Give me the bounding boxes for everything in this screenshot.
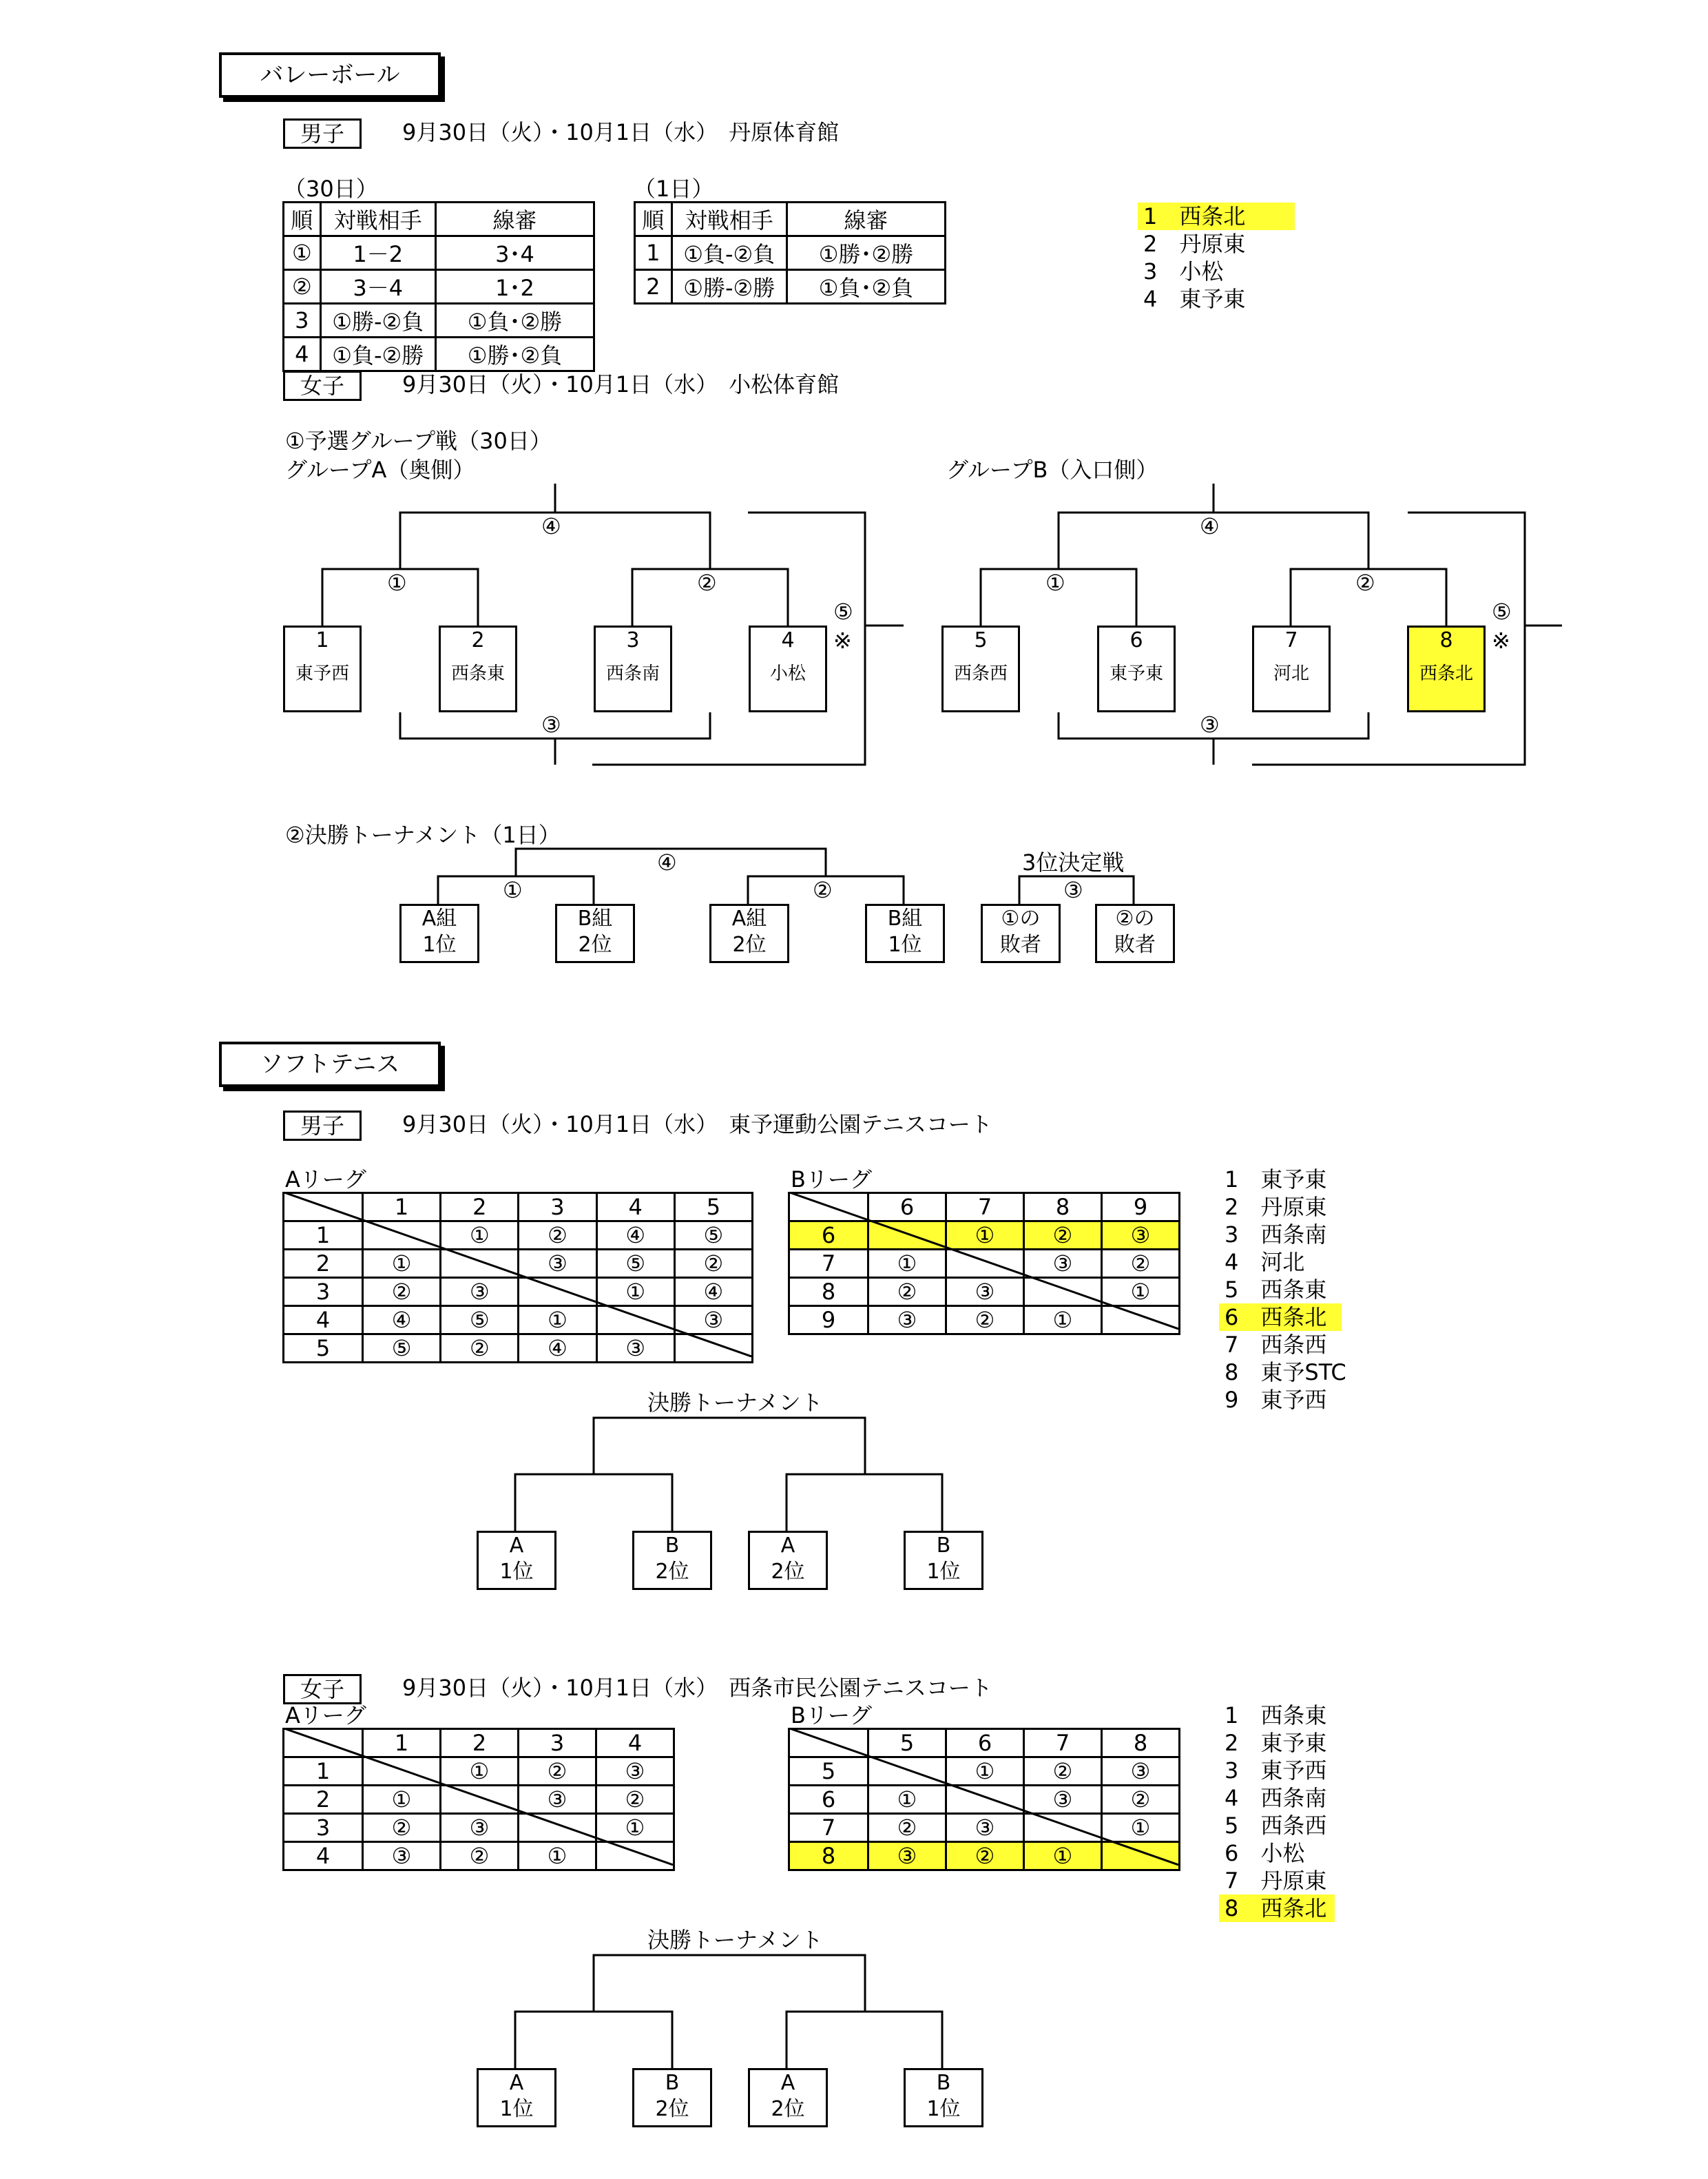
vb-boys-day1-caption: （1日）	[634, 176, 714, 202]
match-mark-5: ⑤	[1492, 599, 1512, 625]
box-line: 1位	[499, 2097, 534, 2121]
team-name: 西条東	[450, 663, 505, 684]
st-girls-leagueB-label: Bリーグ	[791, 1702, 872, 1728]
cell: ⑤	[674, 1221, 752, 1250]
match-mark-2: ②	[697, 570, 717, 596]
cell: ②	[519, 1757, 596, 1786]
cell: ①	[441, 1757, 519, 1786]
st-boys-team	[1219, 1331, 1326, 1359]
rank: 2	[1225, 1730, 1239, 1756]
team-name: 東予西	[1260, 1387, 1327, 1413]
cell: ①勝-②負	[320, 304, 435, 338]
cell: ③	[363, 1842, 441, 1870]
team-name: 東予西	[1260, 1757, 1327, 1784]
match-mark-4: ④	[541, 513, 561, 539]
st-boys-team	[1219, 1221, 1326, 1248]
box-line: 2位	[732, 933, 767, 957]
header-cell: 対戦相手	[671, 203, 787, 236]
cell: ②	[596, 1786, 674, 1814]
box-line: B	[936, 2071, 951, 2095]
cell: ②	[284, 270, 321, 304]
box-line: A	[780, 2071, 795, 2095]
rank: 4	[1143, 286, 1158, 312]
cell: ⑤	[596, 1250, 674, 1278]
header-cell: 線審	[787, 203, 945, 236]
cell: ①負-②負	[671, 236, 787, 270]
team-name: 東予東	[1109, 663, 1163, 684]
cell: ③	[868, 1306, 946, 1334]
team-name: 西条南	[605, 663, 660, 684]
col-header: 1	[363, 1193, 441, 1221]
final-box	[748, 2068, 828, 2127]
cell: 2	[284, 1786, 363, 1814]
cell: ①	[946, 1757, 1024, 1786]
cell: ②	[519, 1221, 596, 1250]
col-header: 1	[363, 1729, 441, 1757]
team-box	[1097, 626, 1176, 712]
cell: ②	[441, 1842, 519, 1870]
vb-girls-final-label: ②決勝トーナメント（1日）	[285, 822, 561, 848]
team-number: 5	[974, 628, 988, 652]
vb-girls-info: 9月30日（火）・10月1日（水） 小松体育館	[402, 371, 840, 397]
cell: ②	[1024, 1221, 1102, 1250]
team-name: 丹原東	[1260, 1868, 1327, 1894]
cell: 3	[284, 1278, 363, 1306]
vb-boys-info: 9月30日（火）・10月1日（水） 丹原体育館	[402, 119, 840, 145]
rank: 2	[1225, 1194, 1239, 1220]
cell: ①勝･②勝	[787, 236, 945, 270]
cell: ①	[284, 236, 321, 270]
match-mark-5: ⑤	[833, 599, 853, 625]
cell: ③	[674, 1306, 752, 1334]
cell: ②	[946, 1306, 1024, 1334]
team-box	[1252, 626, 1331, 712]
box-line: B	[665, 1533, 680, 1558]
box-line: ②の	[1115, 907, 1155, 931]
box-line: A	[509, 1533, 524, 1558]
cell: ①負･②勝	[435, 304, 594, 338]
st-girls-info: 9月30日（火）・10月1日（水） 西条市民公園テニスコート	[402, 1675, 992, 1701]
vb-girls-prelim-label: ①予選グループ戦（30日）	[285, 428, 552, 454]
box-line: 2位	[655, 1560, 689, 1584]
cell: ①勝-②勝	[671, 270, 787, 304]
box-line: 2位	[578, 933, 612, 957]
final-box	[477, 2068, 556, 2127]
st-girls-team	[1219, 1757, 1326, 1784]
col-header: 4	[596, 1729, 674, 1757]
cell: ③	[1102, 1757, 1180, 1786]
cell: 4	[284, 338, 321, 371]
rank: 7	[1225, 1332, 1239, 1358]
cell: ②	[363, 1814, 441, 1842]
team-name: 西条西	[1260, 1332, 1327, 1358]
cell: ①負･②負	[787, 270, 945, 304]
cell: ①	[596, 1278, 674, 1306]
cell: ①	[1102, 1278, 1180, 1306]
team-name: 西条東	[1260, 1277, 1327, 1303]
softtennis-section-title: ソフトテニス	[219, 1042, 441, 1087]
vb-girls-tag: 女子	[283, 371, 362, 401]
cell: ⑤	[363, 1334, 441, 1363]
box-line: 2位	[771, 1560, 805, 1584]
st-boys-leagueB-label: Bリーグ	[791, 1166, 872, 1192]
note-mark: ※	[833, 628, 852, 654]
cell: ②	[363, 1278, 441, 1306]
team-name: 東予西	[295, 663, 349, 684]
box-line: 敗者	[1000, 933, 1041, 957]
st-boys-info: 9月30日（火）・10月1日（水） 東予運動公園テニスコート	[402, 1111, 992, 1137]
match-mark-2: ②	[1355, 570, 1375, 596]
cell: 1	[284, 1757, 363, 1786]
box-line: 1位	[499, 1560, 534, 1584]
rank: 6	[1225, 1840, 1239, 1866]
team-name: 小松	[769, 663, 806, 684]
cell: ③	[946, 1278, 1024, 1306]
st-boys-leagueB	[788, 1192, 1180, 1333]
st-girls-leagueA	[282, 1728, 675, 1869]
team-box	[283, 626, 362, 712]
cell: 1	[284, 1221, 363, 1250]
cell: ①勝･②負	[435, 338, 594, 371]
team-name: 丹原東	[1179, 231, 1246, 257]
rank: 8	[1225, 1359, 1239, 1385]
box-line: A	[780, 1533, 795, 1558]
rank: 4	[1225, 1785, 1239, 1811]
box-line: 2位	[655, 2097, 689, 2121]
st-girls-leagueA-label: Aリーグ	[285, 1702, 366, 1728]
st-boys-final-label: 決勝トーナメント	[647, 1390, 823, 1416]
st-girls-team	[1219, 1702, 1326, 1729]
vb-girls-groupB-label: グループB（入口側）	[946, 457, 1158, 483]
st-girls-leagueB	[788, 1728, 1180, 1869]
diagonal-line	[788, 1192, 1180, 1330]
cell: 6	[789, 1221, 868, 1250]
col-header: 7	[1024, 1729, 1102, 1757]
rank: 8	[1225, 1895, 1239, 1921]
cell: ③	[519, 1250, 596, 1278]
team-name: 西条北	[1419, 663, 1473, 684]
cell: ③	[441, 1814, 519, 1842]
team-name: 河北	[1273, 663, 1309, 684]
cell: ①	[441, 1221, 519, 1250]
st-girls-team	[1219, 1867, 1326, 1894]
col-header: 3	[519, 1193, 596, 1221]
cell: ④	[519, 1334, 596, 1363]
note-mark: ※	[1492, 628, 1510, 654]
cell: ①	[868, 1786, 946, 1814]
cell: ③	[441, 1278, 519, 1306]
third-place-box	[981, 904, 1061, 963]
cell: ②	[1102, 1786, 1180, 1814]
team-number: 3	[626, 628, 640, 652]
team-name: 東予東	[1179, 286, 1246, 312]
cell: ①	[519, 1306, 596, 1334]
rank: 4	[1225, 1249, 1239, 1275]
team-box	[594, 626, 672, 712]
cell: ④	[596, 1221, 674, 1250]
team-name: 西条東	[1260, 1702, 1327, 1728]
cell: 2	[284, 1250, 363, 1278]
vb-boys-tag: 男子	[283, 118, 362, 149]
cell: 5	[789, 1757, 868, 1786]
col-header: 4	[596, 1193, 674, 1221]
st-boys-team	[1219, 1359, 1346, 1386]
header-cell: 順	[284, 203, 321, 236]
cell: 1－2	[320, 236, 435, 270]
box-line: 1位	[888, 933, 922, 957]
cell: 8	[789, 1278, 868, 1306]
team-name: 東予東	[1260, 1166, 1327, 1192]
box-line: A組	[731, 907, 767, 931]
match-mark-4: ④	[657, 849, 677, 876]
cell: ②	[946, 1842, 1024, 1870]
cell: 3	[284, 1814, 363, 1842]
team-name: 東予東	[1260, 1730, 1327, 1756]
box-line: B	[936, 1533, 951, 1558]
cell: ③	[519, 1786, 596, 1814]
cell: ③	[946, 1814, 1024, 1842]
cell: 1･2	[435, 270, 594, 304]
rank: 1	[1225, 1166, 1239, 1192]
cell: ③	[596, 1334, 674, 1363]
cell: 7	[789, 1250, 868, 1278]
final-box	[904, 2068, 983, 2127]
cell: ③	[1102, 1221, 1180, 1250]
st-boys-team	[1219, 1193, 1326, 1221]
final-box	[477, 1531, 556, 1590]
cell: ①	[1024, 1842, 1102, 1870]
match-mark-2: ②	[813, 877, 833, 903]
cell: ①	[519, 1842, 596, 1870]
col-header: 7	[946, 1193, 1024, 1221]
cell: 9	[789, 1306, 868, 1334]
team-name: 西条北	[1260, 1304, 1327, 1330]
cell: ④	[674, 1278, 752, 1306]
cell: ②	[868, 1278, 946, 1306]
cell: ④	[363, 1306, 441, 1334]
final-box	[555, 904, 635, 963]
team-name: 東予STC	[1260, 1359, 1346, 1385]
diagonal-line	[282, 1192, 753, 1357]
cell: ①	[1024, 1306, 1102, 1334]
third-place-box	[1095, 904, 1175, 963]
match-mark-3: ③	[1200, 712, 1220, 738]
team-box	[749, 626, 827, 712]
cell: 3･4	[435, 236, 594, 270]
match-mark-1: ①	[1045, 570, 1065, 596]
cell: 4	[284, 1306, 363, 1334]
cell: 5	[284, 1334, 363, 1363]
match-mark-3: ③	[1063, 877, 1083, 903]
diagonal-line	[788, 1728, 1180, 1866]
team-name: 西条北	[1179, 203, 1246, 229]
col-header: 5	[674, 1193, 752, 1221]
cell: 4	[284, 1842, 363, 1870]
final-box	[632, 2068, 712, 2127]
box-line: B組	[577, 907, 613, 931]
col-header: 2	[441, 1193, 519, 1221]
final-box	[399, 904, 479, 963]
cell: ②	[1024, 1757, 1102, 1786]
col-header: 2	[441, 1729, 519, 1757]
col-header: 8	[1102, 1729, 1180, 1757]
st-boys-team-highlighted	[1219, 1303, 1342, 1331]
st-boys-team	[1219, 1386, 1326, 1414]
cell: ①	[363, 1250, 441, 1278]
rank: 5	[1225, 1813, 1239, 1839]
team-name: 小松	[1179, 258, 1224, 285]
st-boys-team	[1219, 1166, 1326, 1193]
team-name: 小松	[1260, 1840, 1305, 1866]
match-mark-1: ①	[503, 877, 523, 903]
rank: 3	[1143, 258, 1158, 285]
cell: 2	[635, 270, 672, 304]
team-number: 4	[781, 628, 795, 652]
cell: ③	[1024, 1786, 1102, 1814]
cell: 8	[789, 1842, 868, 1870]
header-cell: 線審	[435, 203, 594, 236]
team-number: 6	[1129, 628, 1143, 652]
st-girls-final-label: 決勝トーナメント	[647, 1927, 823, 1953]
vb-boys-day30-caption: （30日）	[284, 176, 378, 202]
st-boys-team	[1219, 1276, 1326, 1303]
rank: 3	[1225, 1221, 1239, 1248]
box-line: B組	[887, 907, 923, 931]
box-line: A	[509, 2071, 524, 2095]
rank: 3	[1225, 1757, 1239, 1784]
st-girls-team	[1219, 1812, 1326, 1839]
cell: 6	[789, 1786, 868, 1814]
box-line: ①の	[1001, 907, 1041, 931]
box-line: A組	[421, 907, 457, 931]
team-number: 8	[1439, 628, 1453, 652]
vb-girls-groupA-label: グループA（奥側）	[285, 457, 475, 483]
st-girls-team-highlighted	[1219, 1894, 1335, 1922]
team-box	[941, 626, 1020, 712]
team-name: 西条西	[953, 663, 1008, 684]
rank: 5	[1225, 1277, 1239, 1303]
match-mark-4: ④	[1200, 513, 1220, 539]
rank: 7	[1225, 1868, 1239, 1894]
cell: 1	[635, 236, 672, 270]
col-header: 9	[1102, 1193, 1180, 1221]
diagonal-line	[282, 1728, 675, 1866]
col-header: 6	[868, 1193, 946, 1221]
cell: ②	[441, 1334, 519, 1363]
rank: 1	[1225, 1702, 1239, 1728]
st-girls-tag: 女子	[283, 1674, 362, 1704]
team-name: 西条南	[1260, 1221, 1327, 1248]
team-name: 西条南	[1260, 1785, 1327, 1811]
cell: ①	[1102, 1814, 1180, 1842]
team-box	[439, 626, 517, 712]
col-header: 6	[946, 1729, 1024, 1757]
header-cell: 順	[635, 203, 672, 236]
cell: 7	[789, 1814, 868, 1842]
rank: 9	[1225, 1387, 1239, 1413]
final-box	[904, 1531, 983, 1590]
st-boys-tag: 男子	[283, 1111, 362, 1141]
col-header: 5	[868, 1729, 946, 1757]
team-name: 丹原東	[1260, 1194, 1327, 1220]
volleyball-section-title: バレーボール	[219, 52, 441, 98]
box-line: 1位	[926, 2097, 961, 2121]
cell: ①	[596, 1814, 674, 1842]
cell: ③	[868, 1842, 946, 1870]
team-name: 西条西	[1260, 1813, 1327, 1839]
team-name: 西条北	[1260, 1895, 1327, 1921]
final-box	[709, 904, 789, 963]
rank: 2	[1143, 231, 1158, 257]
team-number: 2	[471, 628, 485, 652]
team-name: 河北	[1260, 1249, 1305, 1275]
match-mark-3: ③	[541, 712, 561, 738]
header-cell: 対戦相手	[320, 203, 435, 236]
rank: 6	[1225, 1304, 1239, 1330]
col-header: 8	[1024, 1193, 1102, 1221]
box-line: 1位	[926, 1560, 961, 1584]
rank: 1	[1143, 203, 1158, 229]
team-number: 1	[315, 628, 329, 652]
cell: ①	[946, 1221, 1024, 1250]
cell: ②	[1102, 1250, 1180, 1278]
cell: ②	[674, 1250, 752, 1278]
box-line: 2位	[771, 2097, 805, 2121]
final-box	[865, 904, 945, 963]
cell: 3	[284, 304, 321, 338]
box-line: 1位	[422, 933, 457, 957]
st-boys-team	[1219, 1248, 1304, 1276]
box-line: B	[665, 2071, 680, 2095]
cell: ①	[868, 1250, 946, 1278]
st-girls-team	[1219, 1784, 1326, 1812]
st-girls-team	[1219, 1839, 1304, 1867]
st-boys-leagueA-label: Aリーグ	[285, 1166, 366, 1192]
cell: ②	[868, 1814, 946, 1842]
st-boys-leagueA	[282, 1192, 753, 1361]
cell: ③	[596, 1757, 674, 1786]
col-header: 3	[519, 1729, 596, 1757]
cell: 3－4	[320, 270, 435, 304]
box-line: 敗者	[1114, 933, 1156, 957]
st-girls-team	[1219, 1729, 1326, 1757]
match-mark-1: ①	[387, 570, 407, 596]
team-number: 7	[1284, 628, 1298, 652]
cell: ⑤	[441, 1306, 519, 1334]
cell: ①	[363, 1786, 441, 1814]
cell: ①負-②勝	[320, 338, 435, 371]
final-box	[748, 1531, 828, 1590]
third-place-label: 3位決定戦	[1022, 849, 1125, 876]
final-box	[632, 1531, 712, 1590]
cell: ③	[1024, 1250, 1102, 1278]
team-box-highlighted	[1407, 626, 1486, 712]
